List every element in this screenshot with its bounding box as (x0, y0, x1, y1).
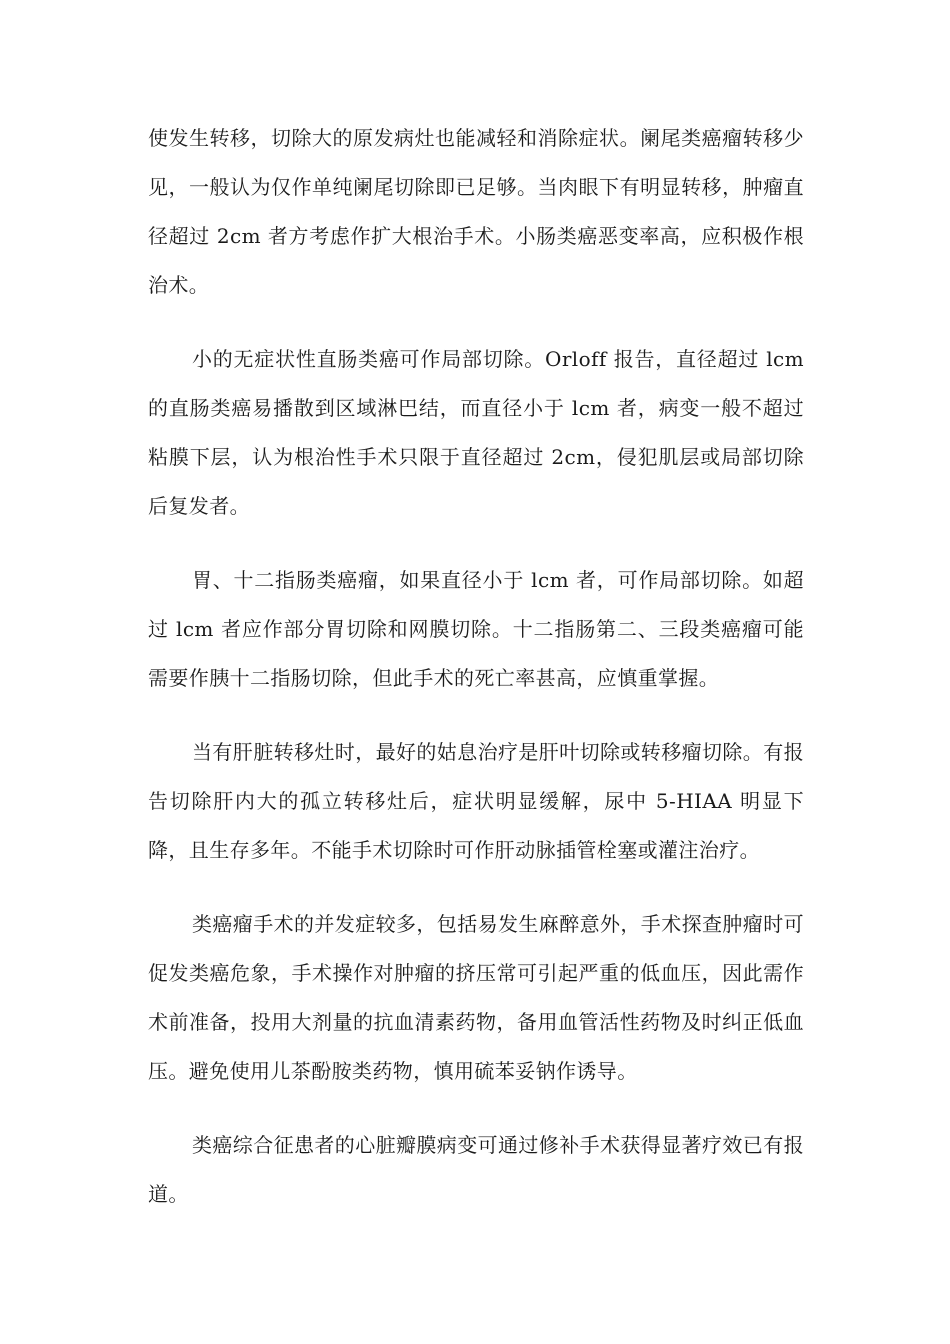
paragraph-gap (148, 1096, 804, 1121)
paragraph-gap (148, 531, 804, 556)
paragraph-cardiac-valve: 类癌综合征患者的心脏瓣膜病变可通过修补手术获得显著疗效已有报道。 (148, 1133, 804, 1206)
paragraph-liver-metastasis: 当有肝脏转移灶时，最好的姑息治疗是肝叶切除或转移瘤切除。有报告切除肝内大的孤立转移灶后，症状明显缓解，尿中 5-HIAA 明显下降，且生存多年。不能手术切除时可作肝动脉插管栓塞或灌注治疗。 (148, 740, 804, 862)
paragraph-gap (148, 310, 804, 335)
paragraph-rectal-carcinoid: 小的无症状性直肠类癌可作局部切除。Orloff 报告，直径超过 lcm 的直肠类癌易播散到区域淋巴结，而直径小于 lcm 者，病变一般不超过粘膜下层，认为根治性手术只限于直径超过 2cm，侵犯肌层或局部切除后复发者。 (148, 347, 804, 518)
paragraph-gap (148, 703, 804, 728)
document-body (148, 114, 804, 1219)
paragraph-continuation: 使发生转移，切除大的原发病灶也能减轻和消除症状。阑尾类癌瘤转移少见，一般认为仅作单纯阑尾切除即已足够。当肉眼下有明显转移，肿瘤直径超过 2cm 者方考虑作扩大根治手术。小肠类癌恶变率高，应积极作根治术。 (148, 126, 804, 297)
paragraph-gap (148, 875, 804, 900)
paragraph-surgical-complications: 类癌瘤手术的并发症较多，包括易发生麻醉意外，手术探查肿瘤时可促发类癌危象，手术操作对肿瘤的挤压常可引起严重的低血压，因此需作术前准备，投用大剂量的抗血清素药物，备用血管活性药物及时纠正低血压。避免使用儿茶酚胺类药物，慎用硫苯妥钠作诱导。 (148, 912, 804, 1083)
paragraph-gastric-duodenal-carcinoid: 胃、十二指肠类癌瘤，如果直径小于 lcm 者，可作局部切除。如超过 lcm 者应作部分胃切除和网膜切除。十二指肠第二、三段类癌瘤可能需要作胰十二指肠切除，但此手术的死亡率甚高，应慎重掌握。 (148, 568, 804, 690)
